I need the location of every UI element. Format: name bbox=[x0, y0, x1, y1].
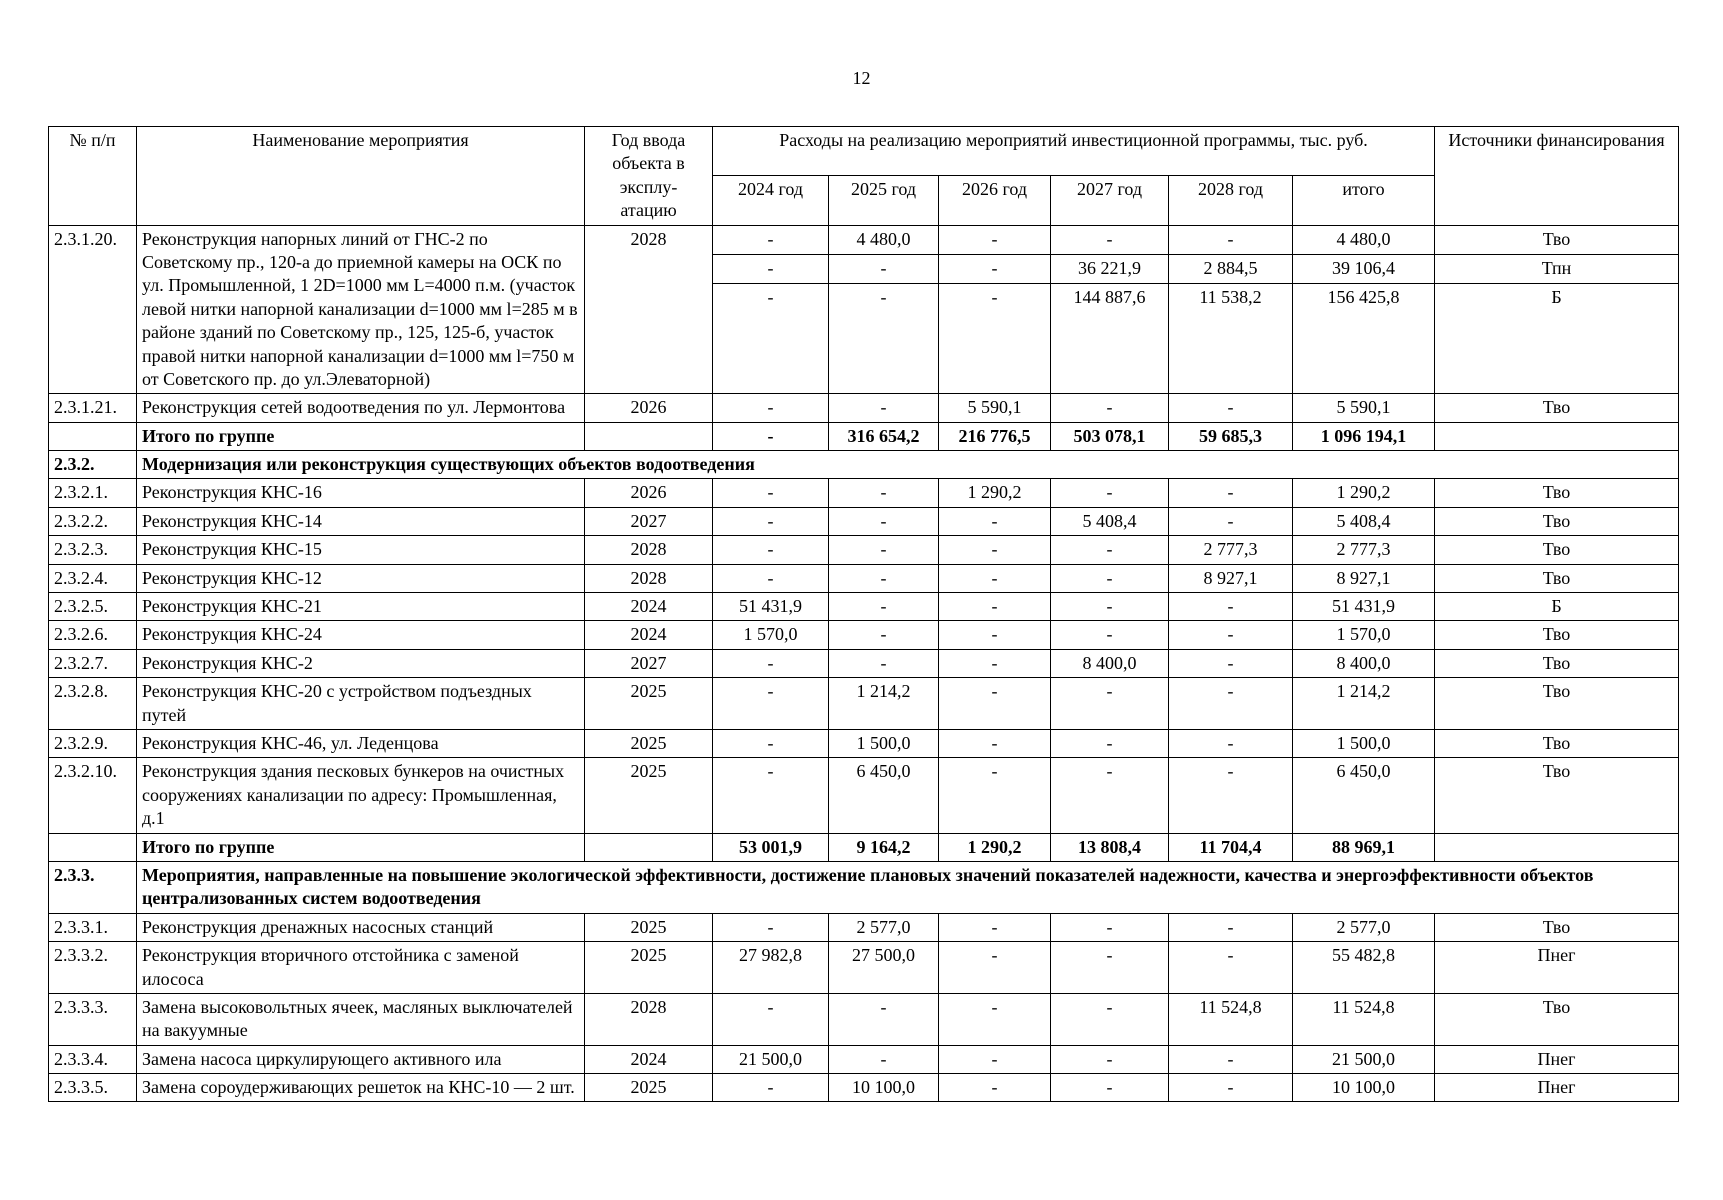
section-title: Модернизация или реконструкция существующих объектов водоотведения bbox=[137, 451, 1679, 479]
table-row bbox=[49, 479, 1679, 507]
cell-total: 8 400,0 bbox=[1293, 649, 1435, 677]
cell-2025: 9 164,2 bbox=[829, 833, 939, 861]
cell-2025: 6 450,0 bbox=[829, 758, 939, 833]
cell-2028: - bbox=[1169, 479, 1293, 507]
cell-2027: - bbox=[1051, 479, 1169, 507]
cell-2025: - bbox=[829, 621, 939, 649]
cell-total: 51 431,9 bbox=[1293, 593, 1435, 621]
cell-2027: 13 808,4 bbox=[1051, 833, 1169, 861]
table-row bbox=[49, 507, 1679, 535]
row-name: Реконструкция сетей водоотведения по ул. Лермонтова bbox=[137, 394, 585, 422]
row-year: 2025 bbox=[585, 758, 713, 833]
row-name: Реконструкция вторичного отстойника с заменой илососа bbox=[137, 942, 585, 994]
row-number: 2.3.3.3. bbox=[49, 993, 137, 1045]
row-number: 2.3.2.5. bbox=[49, 593, 137, 621]
cell-2028: - bbox=[1169, 678, 1293, 730]
table-row bbox=[49, 394, 1679, 422]
header-year-2027: 2027 год bbox=[1051, 176, 1169, 225]
group-total-row bbox=[49, 422, 1679, 450]
cell-2028: - bbox=[1169, 942, 1293, 994]
row-number: 2.3.2.10. bbox=[49, 758, 137, 833]
row-name: Замена насоса циркулирующего активного ила bbox=[137, 1045, 585, 1073]
cell-total: 2 577,0 bbox=[1293, 913, 1435, 941]
cell-2026: - bbox=[939, 1045, 1051, 1073]
cell-2025: 316 654,2 bbox=[829, 422, 939, 450]
header-source: Источники финансирования bbox=[1435, 127, 1679, 226]
row-name: Реконструкция КНС-12 bbox=[137, 564, 585, 592]
cell-2024: - bbox=[713, 729, 829, 757]
cell-2027: - bbox=[1051, 1074, 1169, 1102]
row-name: Реконструкция дренажных насосных станций bbox=[137, 913, 585, 941]
cell-2026: - bbox=[939, 536, 1051, 564]
cell-2026: - bbox=[939, 993, 1051, 1045]
cell-2026: - bbox=[939, 649, 1051, 677]
row-year: 2027 bbox=[585, 649, 713, 677]
row-number: 2.3.3.2. bbox=[49, 942, 137, 994]
cell-2025: 2 577,0 bbox=[829, 913, 939, 941]
row-number bbox=[49, 833, 137, 861]
cell-2027: - bbox=[1051, 536, 1169, 564]
row-year: 2025 bbox=[585, 1074, 713, 1102]
cell-total: 88 969,1 bbox=[1293, 833, 1435, 861]
cell-2025: - bbox=[829, 993, 939, 1045]
cell-2025: - bbox=[829, 284, 939, 394]
cell-total: 156 425,8 bbox=[1293, 284, 1435, 394]
header-row bbox=[49, 127, 1679, 176]
row-number: 2.3.1.21. bbox=[49, 394, 137, 422]
cell-source bbox=[1435, 422, 1679, 450]
cell-2024: - bbox=[713, 507, 829, 535]
cell-2024: 51 431,9 bbox=[713, 593, 829, 621]
cell-2026: - bbox=[939, 758, 1051, 833]
row-name: Реконструкция КНС-21 bbox=[137, 593, 585, 621]
row-name: Реконструкция здания песковых бункеров на очистных сооружениях канализации по адресу: Промышленная, д.1 bbox=[137, 758, 585, 833]
table-row bbox=[49, 225, 1679, 254]
cell-2025: - bbox=[829, 593, 939, 621]
row-name: Реконструкция напорных линий от ГНС-2 по Советскому пр., 120-а до приемной камеры на ОСК по ул. Промышленной, 1 2D=1000 мм L=4000 п.м. (участок левой нитки напорной канализации d=1000 мм l=285 м в районе зданий по Советскому пр., 125, 125-б, участок правой нитки напорной канализации d=1000 мм l=750 м от Советского пр. до ул.Элеваторной) bbox=[137, 225, 585, 394]
table-row bbox=[49, 621, 1679, 649]
cell-2026: - bbox=[939, 284, 1051, 394]
row-year bbox=[585, 422, 713, 450]
cell-source: Тво bbox=[1435, 564, 1679, 592]
cell-source: Тво bbox=[1435, 729, 1679, 757]
cell-2028: 8 927,1 bbox=[1169, 564, 1293, 592]
cell-2026: - bbox=[939, 942, 1051, 994]
cell-total: 1 290,2 bbox=[1293, 479, 1435, 507]
row-name: Реконструкция КНС-20 с устройством подъездных путей bbox=[137, 678, 585, 730]
cell-2024: 1 570,0 bbox=[713, 621, 829, 649]
table-row bbox=[49, 913, 1679, 941]
cell-2024: - bbox=[713, 422, 829, 450]
cell-2028: - bbox=[1169, 1045, 1293, 1073]
cell-2027: 5 408,4 bbox=[1051, 507, 1169, 535]
cell-source bbox=[1435, 833, 1679, 861]
cell-2025: - bbox=[829, 394, 939, 422]
cell-total: 39 106,4 bbox=[1293, 254, 1435, 283]
cell-2025: 1 214,2 bbox=[829, 678, 939, 730]
cell-2025: - bbox=[829, 1045, 939, 1073]
row-year: 2024 bbox=[585, 621, 713, 649]
cell-source: Тпн bbox=[1435, 254, 1679, 283]
row-number: 2.3.2.2. bbox=[49, 507, 137, 535]
cell-total: 10 100,0 bbox=[1293, 1074, 1435, 1102]
cell-source: Пнег bbox=[1435, 1045, 1679, 1073]
header-year-2028: 2028 год bbox=[1169, 176, 1293, 225]
row-name: Реконструкция КНС-2 bbox=[137, 649, 585, 677]
cell-total: 55 482,8 bbox=[1293, 942, 1435, 994]
cell-2027: - bbox=[1051, 942, 1169, 994]
cell-2027: 36 221,9 bbox=[1051, 254, 1169, 283]
row-year: 2027 bbox=[585, 507, 713, 535]
header-num: № п/п bbox=[49, 127, 137, 226]
header-year: Год ввода объекта в эксплу- атацию bbox=[585, 127, 713, 226]
row-year: 2028 bbox=[585, 225, 713, 394]
cell-total: 1 500,0 bbox=[1293, 729, 1435, 757]
cell-2024: - bbox=[713, 678, 829, 730]
cell-source: Тво bbox=[1435, 993, 1679, 1045]
section-number: 2.3.2. bbox=[49, 451, 137, 479]
table-row bbox=[49, 649, 1679, 677]
cell-total: 1 570,0 bbox=[1293, 621, 1435, 649]
cell-total: 5 408,4 bbox=[1293, 507, 1435, 535]
cell-2026: - bbox=[939, 1074, 1051, 1102]
cell-2028: 59 685,3 bbox=[1169, 422, 1293, 450]
cell-2024: - bbox=[713, 913, 829, 941]
cell-2028: - bbox=[1169, 649, 1293, 677]
cell-2026: - bbox=[939, 507, 1051, 535]
cell-2027: - bbox=[1051, 758, 1169, 833]
cell-2028: - bbox=[1169, 913, 1293, 941]
table-row bbox=[49, 942, 1679, 994]
row-number: 2.3.3.1. bbox=[49, 913, 137, 941]
header-total: итого bbox=[1293, 176, 1435, 225]
cell-source: Б bbox=[1435, 593, 1679, 621]
cell-total: 1 214,2 bbox=[1293, 678, 1435, 730]
cell-total: 1 096 194,1 bbox=[1293, 422, 1435, 450]
row-number: 2.3.2.1. bbox=[49, 479, 137, 507]
cell-2025: - bbox=[829, 254, 939, 283]
cell-2026: - bbox=[939, 225, 1051, 254]
row-number: 2.3.2.9. bbox=[49, 729, 137, 757]
row-year: 2025 bbox=[585, 942, 713, 994]
section-row bbox=[49, 861, 1679, 913]
investment-program-table bbox=[48, 126, 1679, 1102]
cell-2024: - bbox=[713, 479, 829, 507]
row-year: 2025 bbox=[585, 729, 713, 757]
cell-2028: - bbox=[1169, 507, 1293, 535]
cell-2027: - bbox=[1051, 729, 1169, 757]
row-year: 2025 bbox=[585, 678, 713, 730]
group-total-row bbox=[49, 833, 1679, 861]
cell-2027: 144 887,6 bbox=[1051, 284, 1169, 394]
row-number: 2.3.2.3. bbox=[49, 536, 137, 564]
cell-2027: - bbox=[1051, 1045, 1169, 1073]
row-name: Замена сороудерживающих решеток на КНС-10 — 2 шт. bbox=[137, 1074, 585, 1102]
row-name: Реконструкция КНС-46, ул. Леденцова bbox=[137, 729, 585, 757]
cell-total: 4 480,0 bbox=[1293, 225, 1435, 254]
header-year-2025: 2025 год bbox=[829, 176, 939, 225]
section-row bbox=[49, 451, 1679, 479]
cell-source: Б bbox=[1435, 284, 1679, 394]
cell-2027: - bbox=[1051, 913, 1169, 941]
row-year: 2024 bbox=[585, 1045, 713, 1073]
cell-2028: 2 884,5 bbox=[1169, 254, 1293, 283]
row-year: 2026 bbox=[585, 479, 713, 507]
cell-2027: - bbox=[1051, 993, 1169, 1045]
row-number: 2.3.1.20. bbox=[49, 225, 137, 394]
row-number: 2.3.2.7. bbox=[49, 649, 137, 677]
cell-2024: - bbox=[713, 254, 829, 283]
table-row bbox=[49, 593, 1679, 621]
cell-source: Тво bbox=[1435, 621, 1679, 649]
cell-2028: - bbox=[1169, 1074, 1293, 1102]
cell-2026: - bbox=[939, 593, 1051, 621]
section-number: 2.3.3. bbox=[49, 861, 137, 913]
row-year: 2026 bbox=[585, 394, 713, 422]
row-name: Реконструкция КНС-24 bbox=[137, 621, 585, 649]
cell-2028: - bbox=[1169, 225, 1293, 254]
row-name: Замена высоковольтных ячеек, масляных выключателей на вакуумные bbox=[137, 993, 585, 1045]
cell-2025: 1 500,0 bbox=[829, 729, 939, 757]
cell-2024: - bbox=[713, 758, 829, 833]
cell-2026: - bbox=[939, 913, 1051, 941]
row-number: 2.3.2.6. bbox=[49, 621, 137, 649]
cell-2025: - bbox=[829, 507, 939, 535]
cell-2024: - bbox=[713, 649, 829, 677]
cell-2025: 4 480,0 bbox=[829, 225, 939, 254]
row-number bbox=[49, 422, 137, 450]
cell-2027: - bbox=[1051, 225, 1169, 254]
row-year bbox=[585, 833, 713, 861]
cell-2024: - bbox=[713, 564, 829, 592]
cell-2027: - bbox=[1051, 678, 1169, 730]
cell-2025: - bbox=[829, 536, 939, 564]
cell-total: 21 500,0 bbox=[1293, 1045, 1435, 1073]
cell-2025: - bbox=[829, 649, 939, 677]
cell-2027: 503 078,1 bbox=[1051, 422, 1169, 450]
row-number: 2.3.3.4. bbox=[49, 1045, 137, 1073]
cell-2026: 1 290,2 bbox=[939, 479, 1051, 507]
cell-total: 5 590,1 bbox=[1293, 394, 1435, 422]
cell-2026: 1 290,2 bbox=[939, 833, 1051, 861]
cell-source: Тво bbox=[1435, 394, 1679, 422]
cell-2027: - bbox=[1051, 394, 1169, 422]
row-year: 2024 bbox=[585, 593, 713, 621]
table-row bbox=[49, 993, 1679, 1045]
table-row bbox=[49, 1045, 1679, 1073]
group-total-label: Итого по группе bbox=[137, 422, 585, 450]
row-name: Реконструкция КНС-14 bbox=[137, 507, 585, 535]
row-name: Реконструкция КНС-15 bbox=[137, 536, 585, 564]
row-number: 2.3.2.4. bbox=[49, 564, 137, 592]
cell-2024: - bbox=[713, 394, 829, 422]
cell-2028: - bbox=[1169, 621, 1293, 649]
cell-2026: - bbox=[939, 729, 1051, 757]
section-title: Мероприятия, направленные на повышение экологической эффективности, достижение плановых значений показателей надежности, качества и энергоэффективности объектов централизованных систем водоотведения bbox=[137, 861, 1679, 913]
header-year-2024: 2024 год bbox=[713, 176, 829, 225]
cell-2024: - bbox=[713, 993, 829, 1045]
header-year-2026: 2026 год bbox=[939, 176, 1051, 225]
cell-2028: - bbox=[1169, 729, 1293, 757]
table-row bbox=[49, 564, 1679, 592]
cell-2028: 2 777,3 bbox=[1169, 536, 1293, 564]
cell-2024: - bbox=[713, 536, 829, 564]
cell-2027: - bbox=[1051, 621, 1169, 649]
cell-source: Тво bbox=[1435, 913, 1679, 941]
cell-2024: 53 001,9 bbox=[713, 833, 829, 861]
cell-total: 6 450,0 bbox=[1293, 758, 1435, 833]
cell-2028: - bbox=[1169, 758, 1293, 833]
cell-2024: 27 982,8 bbox=[713, 942, 829, 994]
row-year: 2025 bbox=[585, 913, 713, 941]
table-row bbox=[49, 536, 1679, 564]
cell-2024: - bbox=[713, 284, 829, 394]
cell-2024: 21 500,0 bbox=[713, 1045, 829, 1073]
cell-source: Тво bbox=[1435, 225, 1679, 254]
cell-2026: - bbox=[939, 254, 1051, 283]
cell-2025: - bbox=[829, 479, 939, 507]
cell-2028: - bbox=[1169, 593, 1293, 621]
cell-total: 11 524,8 bbox=[1293, 993, 1435, 1045]
row-name: Реконструкция КНС-16 bbox=[137, 479, 585, 507]
cell-source: Тво bbox=[1435, 536, 1679, 564]
cell-2026: 5 590,1 bbox=[939, 394, 1051, 422]
cell-2028: 11 524,8 bbox=[1169, 993, 1293, 1045]
cell-2024: - bbox=[713, 225, 829, 254]
cell-2026: - bbox=[939, 564, 1051, 592]
cell-2026: 216 776,5 bbox=[939, 422, 1051, 450]
header-costs: Расходы на реализацию мероприятий инвестиционной программы, тыс. руб. bbox=[713, 127, 1435, 176]
cell-2028: 11 704,4 bbox=[1169, 833, 1293, 861]
cell-2027: - bbox=[1051, 564, 1169, 592]
row-number: 2.3.2.8. bbox=[49, 678, 137, 730]
header-name: Наименование мероприятия bbox=[137, 127, 585, 226]
cell-2025: 10 100,0 bbox=[829, 1074, 939, 1102]
cell-2028: - bbox=[1169, 394, 1293, 422]
row-number: 2.3.3.5. bbox=[49, 1074, 137, 1102]
cell-source: Тво bbox=[1435, 678, 1679, 730]
cell-source: Пнег bbox=[1435, 942, 1679, 994]
row-year: 2028 bbox=[585, 993, 713, 1045]
cell-2027: 8 400,0 bbox=[1051, 649, 1169, 677]
group-total-label: Итого по группе bbox=[137, 833, 585, 861]
cell-2025: - bbox=[829, 564, 939, 592]
cell-source: Тво bbox=[1435, 479, 1679, 507]
cell-source: Тво bbox=[1435, 758, 1679, 833]
row-year: 2028 bbox=[585, 536, 713, 564]
cell-2024: - bbox=[713, 1074, 829, 1102]
cell-source: Тво bbox=[1435, 649, 1679, 677]
cell-2027: - bbox=[1051, 593, 1169, 621]
row-year: 2028 bbox=[585, 564, 713, 592]
table-row bbox=[49, 678, 1679, 730]
cell-source: Тво bbox=[1435, 507, 1679, 535]
cell-total: 2 777,3 bbox=[1293, 536, 1435, 564]
table-row bbox=[49, 729, 1679, 757]
cell-2028: 11 538,2 bbox=[1169, 284, 1293, 394]
page-number: 12 bbox=[852, 68, 871, 88]
cell-2026: - bbox=[939, 678, 1051, 730]
table-row bbox=[49, 758, 1679, 833]
cell-2025: 27 500,0 bbox=[829, 942, 939, 994]
cell-source: Пнег bbox=[1435, 1074, 1679, 1102]
cell-2026: - bbox=[939, 621, 1051, 649]
cell-total: 8 927,1 bbox=[1293, 564, 1435, 592]
table-row bbox=[49, 1074, 1679, 1102]
